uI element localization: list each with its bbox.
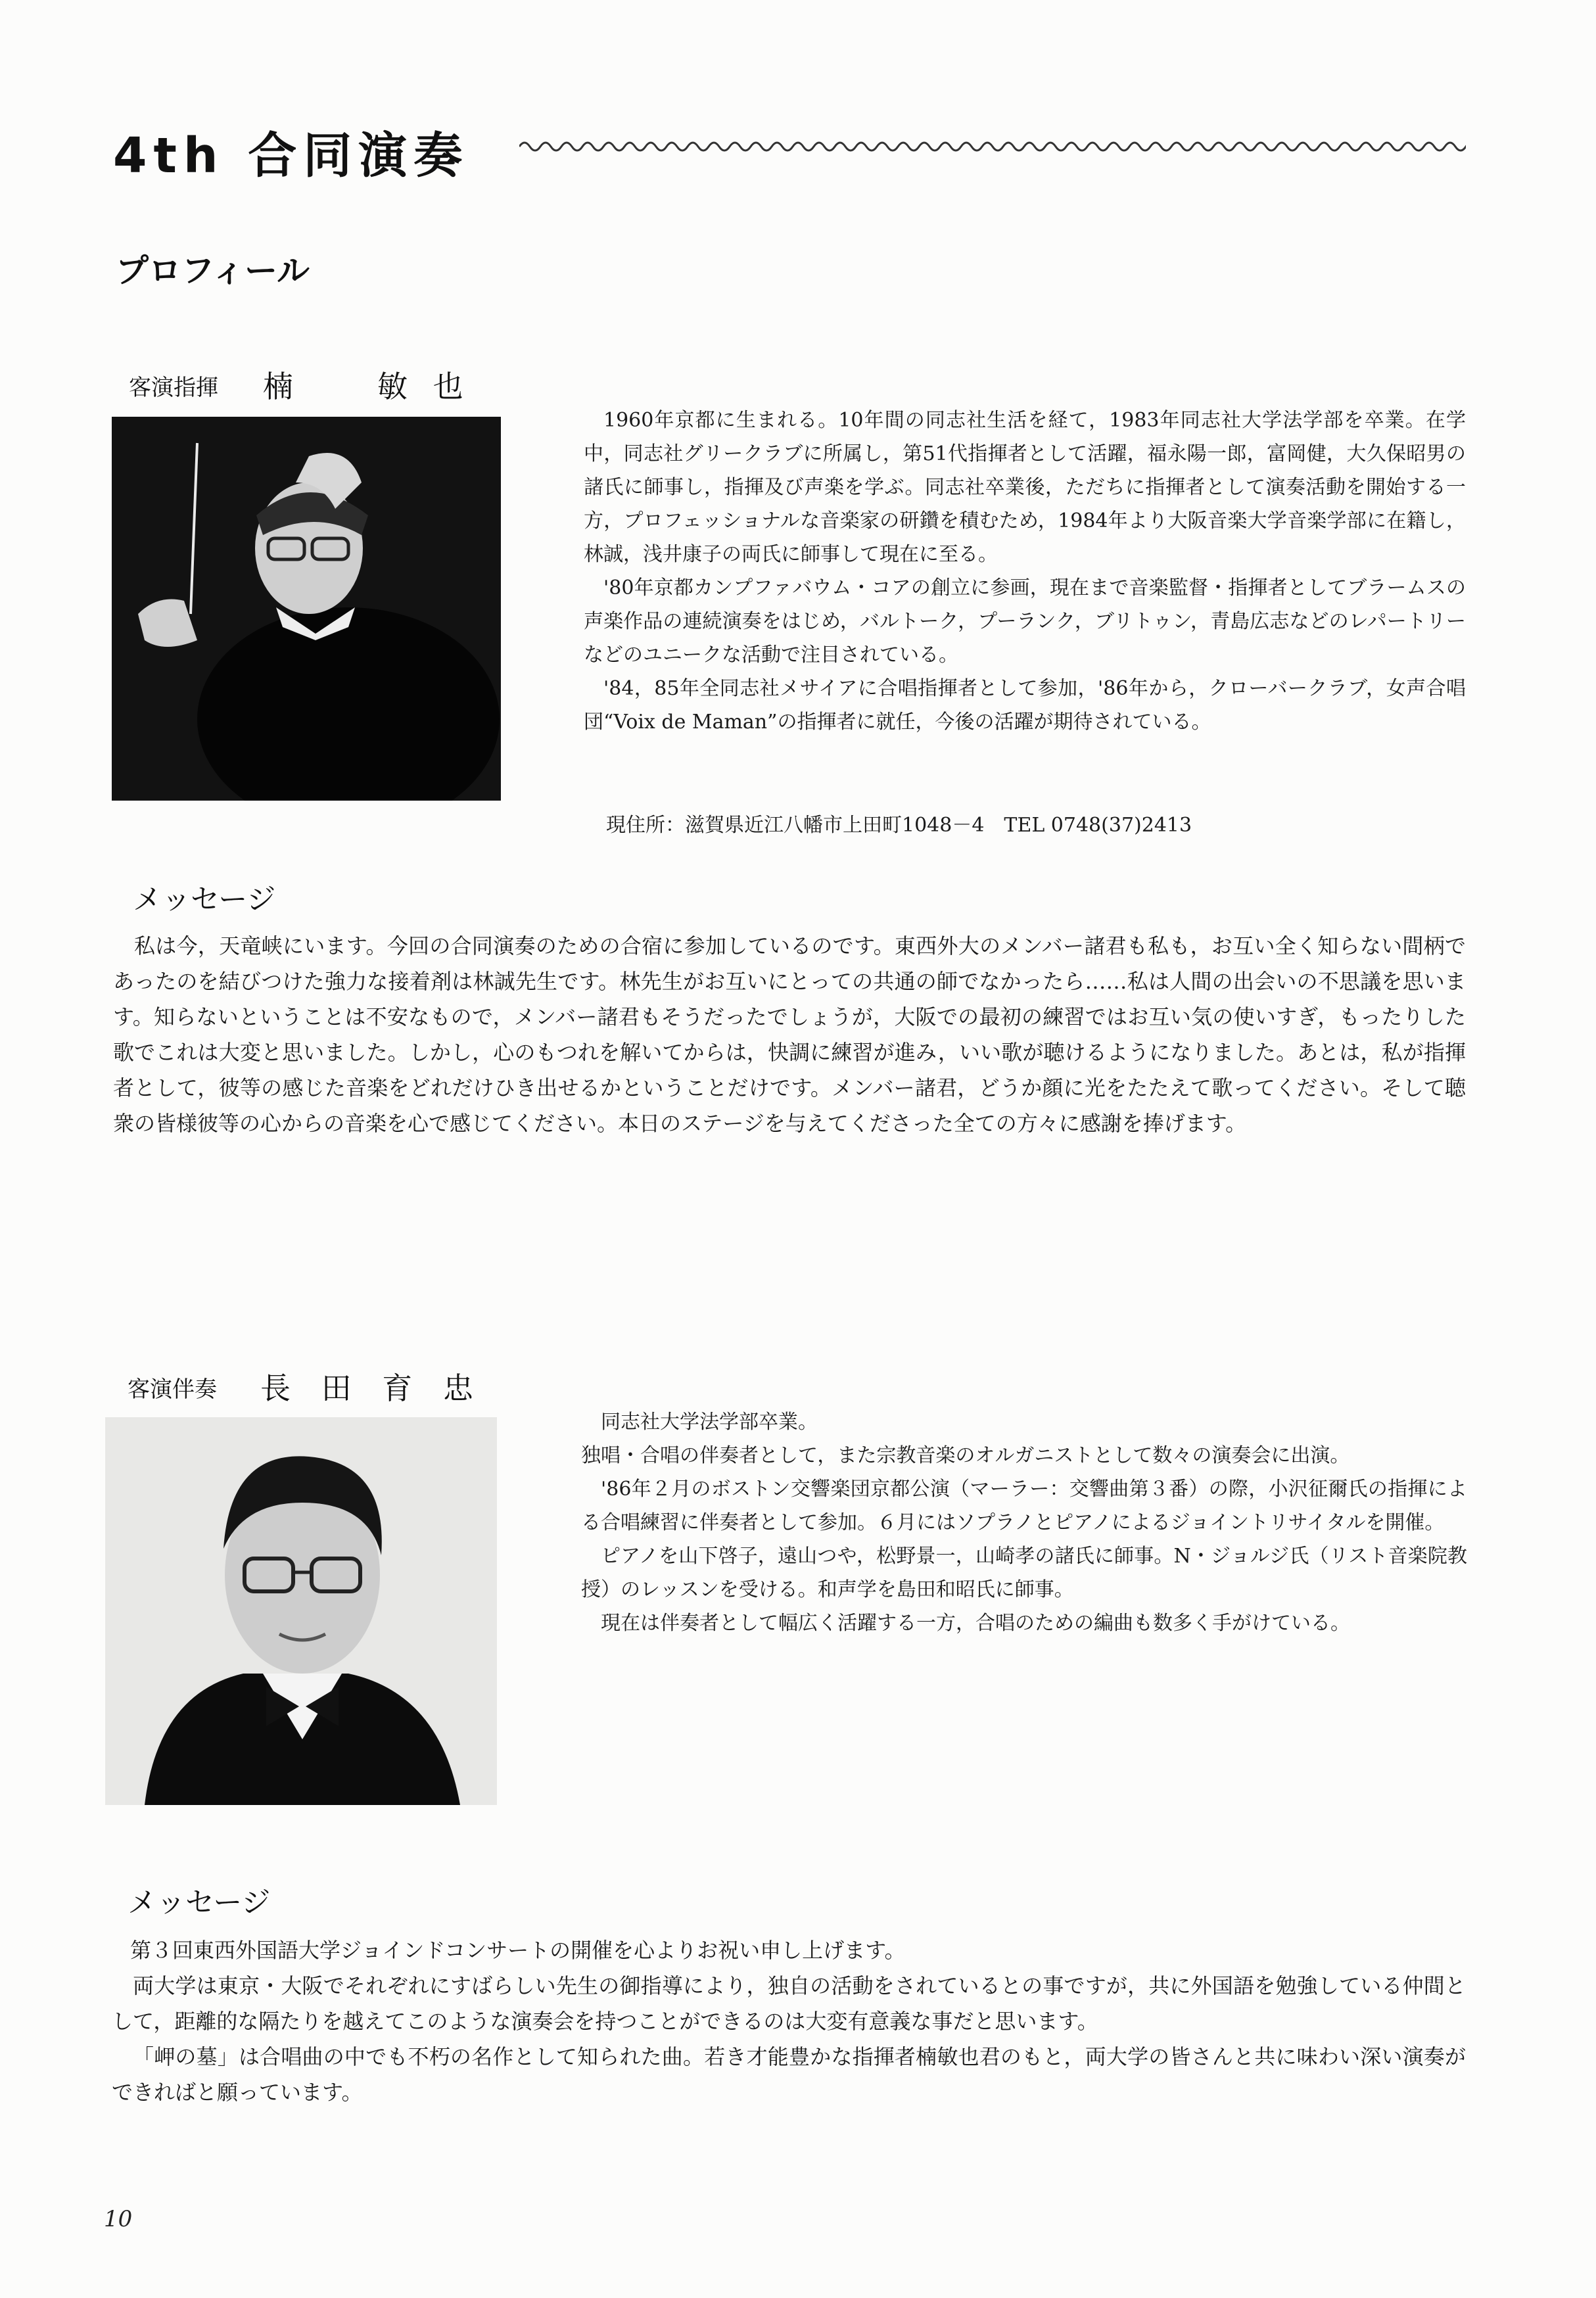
conductor-photo	[112, 417, 501, 801]
conductor-bio-paragraph: '84，85年全同志社メサイアに合唱指揮者として参加，'86年から，クローバークラブ，女声合唱団“Voix de Maman”の指揮者に就任，今後の活躍が期待されている。	[584, 677, 1466, 734]
accompanist-role: 客演伴奏	[128, 1376, 217, 1403]
accompanist-message-paragraph: 「岬の墓」は合唱曲の中でも不朽の名作として知られた曲。若き才能豊かな指揮者楠敏也君のもと，両大学の皆さんと共に味わい深い演奏ができればと願っています。	[112, 2044, 1466, 2105]
accompanist-bio	[581, 1405, 1467, 1640]
conductor-message-heading: メッセージ	[133, 883, 276, 916]
accompanist-message-paragraph: 第３回東西外国語大学ジョインドコンサートの開催を心よりお祝い申し上げます。	[130, 1938, 906, 1963]
accompanist-bio-paragraph: 現在は伴奏者として幅広く活躍する一方，合唱のための編曲も数多く手がけている。	[601, 1612, 1350, 1635]
page-title: 4th 合同演奏	[113, 128, 469, 184]
conductor-address: 現住所：滋賀県近江八幡市上田町1048－4 TEL 0748(37)2413	[606, 814, 1192, 837]
accompanist-bio-paragraph: '86年２月のボストン交響楽団京都公演（マーラー：交響曲第３番）の際，小沢征爾氏の指揮による合唱練習に伴奏者として参加。６月にはソプラノとピアノによるジョイントリサイタルを開催。	[581, 1478, 1467, 1534]
page-number: 10	[104, 2206, 133, 2232]
conductor-bio-paragraph: 1960年京都に生まれる。10年間の同志社生活を経て，1983年同志社大学法学部を卒業。在学中，同志社グリークラブに所属し，第51代指揮者として活躍，福永陽一郎，富岡健，大久保昭男の諸氏に師事し，指揮及び声楽を学ぶ。同志社卒業後，ただちに指揮者として演奏活動を開始する一方，プロフェッショナルな音楽家の研鑽を積むため，1984年より大阪音楽大学音楽学部に在籍し，林誠，浅井康子の両氏に師事して現在に至る。	[584, 409, 1466, 566]
accompanist-message-paragraph: 両大学は東京・大阪でそれぞれにすばらしい先生の御指導により，独自の活動をされているとの事ですが，共に外国語を勉強している仲間として，距離的な隔たりを越えてこのような演奏会を持つことができるのは大変有意義な事だと思います。	[112, 1973, 1466, 2034]
accompanist-photo	[105, 1417, 497, 1805]
decorative-wave-rule	[519, 137, 1466, 156]
accompanist-bio-paragraph: 独唱・合唱の伴奏者として，また宗教音楽のオルガニストとして数々の演奏会に出演。	[581, 1444, 1350, 1467]
conductor-role: 客演指揮	[129, 375, 218, 401]
conductor-bio-paragraph: '80年京都カンプファバウム・コアの創立に参画，現在まで音楽監督・指揮者としてブラームスの声楽作品の連続演奏をはじめ，バルトーク，プーランク，ブリトゥン，青島広志などのレパートリーなどのユニークな活動で注目されている。	[584, 576, 1466, 667]
conductor-bio	[584, 404, 1466, 739]
accompanist-bio-paragraph: 同志社大学法学部卒業。	[601, 1411, 818, 1434]
conductor-message-text: 私は今，天竜峡にいます。今回の合同演奏のための合宿に参加しているのです。東西外大のメンバー諸君も私も，お互い全く知らない間柄であったのを結びつけた強力な接着剤は林誠先生です。林先生がお互いにとっての共通の師でなかったら……私は人間の出会いの不思議を思います。知らないということは不安なもので，メンバー諸君もそうだったでしょうが，大阪での最初の練習ではお互い気の使いすぎ，もったりした歌でこれは大変と思いました。しかし，心のもつれを解いてからは，快調に練習が進み，いい歌が聴けるようになりました。あとは，私が指揮者として，彼等の感じた音楽をどれだけひき出せるかということだけです。メンバー諸君，どうか顔に光をたたえて歌ってください。そして聴衆の皆様彼等の心からの音楽を心で感じてください。本日のステージを与えてくださった全ての方々に感謝を捧げます。	[113, 933, 1466, 1136]
conductor-portrait-photo-icon	[112, 417, 501, 801]
conductor-message	[113, 928, 1466, 1141]
accompanist-message-heading: メッセージ	[128, 1886, 271, 1919]
accompanist-message	[112, 1933, 1466, 2110]
conductor-name: 楠 敏 也	[263, 369, 471, 404]
profile-heading: プロフィール	[116, 252, 310, 290]
accompanist-name: 長 田 育 忠	[260, 1371, 484, 1406]
accompanist-portrait-photo-icon	[105, 1417, 497, 1805]
accompanist-bio-paragraph: ピアノを山下啓子，遠山つや，松野景一，山崎孝の諸氏に師事。N・ジョルジ氏（リスト音楽院教授）のレッスンを受ける。和声学を島田和昭氏に師事。	[581, 1545, 1467, 1601]
